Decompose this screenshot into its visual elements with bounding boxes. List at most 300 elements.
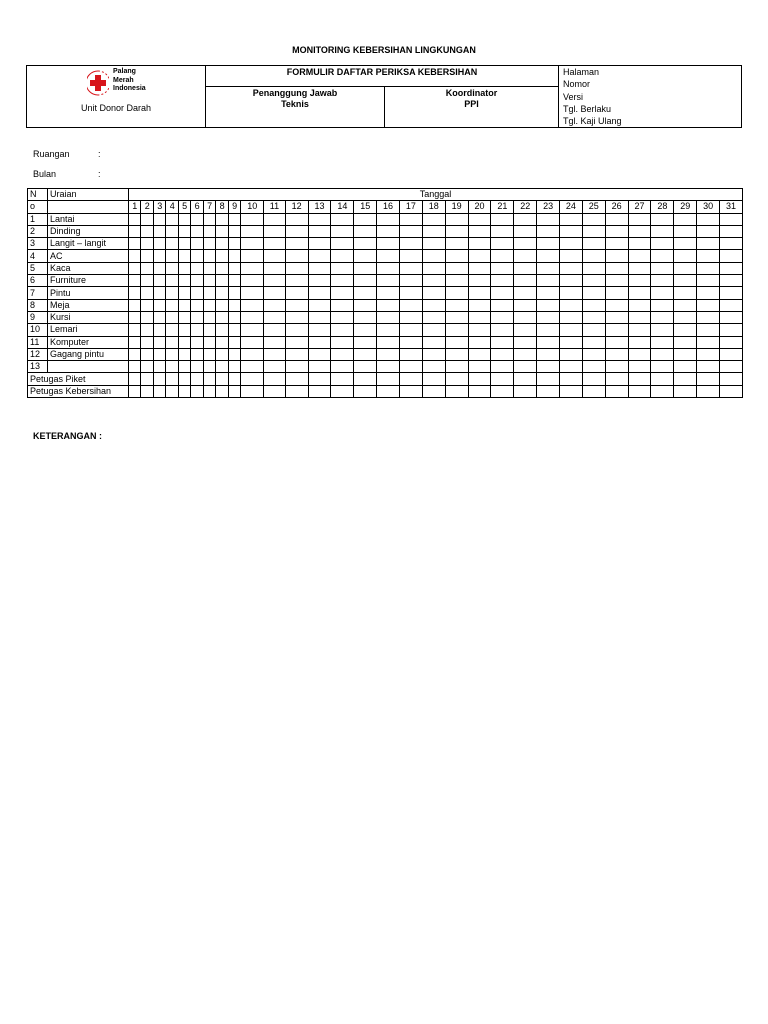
check-cell[interactable]	[308, 311, 331, 323]
signature-cell[interactable]	[491, 385, 514, 397]
signature-cell[interactable]	[537, 385, 560, 397]
signature-cell[interactable]	[697, 385, 720, 397]
check-cell[interactable]	[228, 275, 240, 287]
signature-cell[interactable]	[331, 373, 354, 385]
check-cell[interactable]	[651, 361, 674, 373]
check-cell[interactable]	[203, 238, 215, 250]
signature-cell[interactable]	[285, 385, 308, 397]
check-cell[interactable]	[166, 361, 178, 373]
check-cell[interactable]	[674, 336, 697, 348]
check-cell[interactable]	[720, 287, 743, 299]
signature-cell[interactable]	[203, 373, 215, 385]
signature-cell[interactable]	[537, 373, 560, 385]
check-cell[interactable]	[582, 250, 605, 262]
check-cell[interactable]	[203, 225, 215, 237]
signature-cell[interactable]	[308, 373, 331, 385]
check-cell[interactable]	[153, 361, 165, 373]
check-cell[interactable]	[228, 348, 240, 360]
check-cell[interactable]	[514, 238, 537, 250]
check-cell[interactable]	[228, 287, 240, 299]
check-cell[interactable]	[468, 250, 491, 262]
signature-cell[interactable]	[674, 385, 697, 397]
check-cell[interactable]	[537, 361, 560, 373]
check-cell[interactable]	[264, 262, 285, 274]
check-cell[interactable]	[560, 336, 583, 348]
check-cell[interactable]	[308, 361, 331, 373]
check-cell[interactable]	[674, 324, 697, 336]
check-cell[interactable]	[468, 275, 491, 287]
check-cell[interactable]	[674, 287, 697, 299]
check-cell[interactable]	[228, 238, 240, 250]
check-cell[interactable]	[582, 225, 605, 237]
check-cell[interactable]	[354, 324, 377, 336]
check-cell[interactable]	[651, 299, 674, 311]
check-cell[interactable]	[178, 324, 190, 336]
check-cell[interactable]	[166, 262, 178, 274]
check-cell[interactable]	[166, 287, 178, 299]
check-cell[interactable]	[153, 311, 165, 323]
check-cell[interactable]	[537, 238, 560, 250]
check-cell[interactable]	[178, 225, 190, 237]
check-cell[interactable]	[605, 361, 628, 373]
check-cell[interactable]	[377, 348, 400, 360]
check-cell[interactable]	[129, 324, 141, 336]
check-cell[interactable]	[674, 348, 697, 360]
check-cell[interactable]	[178, 213, 190, 225]
check-cell[interactable]	[141, 225, 153, 237]
signature-cell[interactable]	[241, 373, 264, 385]
check-cell[interactable]	[560, 213, 583, 225]
check-cell[interactable]	[178, 238, 190, 250]
signature-cell[interactable]	[354, 373, 377, 385]
check-cell[interactable]	[216, 275, 228, 287]
signature-cell[interactable]	[191, 385, 203, 397]
check-cell[interactable]	[697, 250, 720, 262]
check-cell[interactable]	[331, 213, 354, 225]
check-cell[interactable]	[178, 336, 190, 348]
signature-cell[interactable]	[605, 385, 628, 397]
check-cell[interactable]	[491, 361, 514, 373]
signature-cell[interactable]	[582, 373, 605, 385]
check-cell[interactable]	[651, 348, 674, 360]
check-cell[interactable]	[560, 324, 583, 336]
check-cell[interactable]	[178, 250, 190, 262]
check-cell[interactable]	[651, 336, 674, 348]
check-cell[interactable]	[153, 299, 165, 311]
signature-cell[interactable]	[228, 373, 240, 385]
check-cell[interactable]	[129, 287, 141, 299]
check-cell[interactable]	[491, 225, 514, 237]
check-cell[interactable]	[331, 299, 354, 311]
check-cell[interactable]	[582, 311, 605, 323]
check-cell[interactable]	[628, 275, 651, 287]
check-cell[interactable]	[153, 348, 165, 360]
signature-cell[interactable]	[674, 373, 697, 385]
check-cell[interactable]	[354, 262, 377, 274]
check-cell[interactable]	[582, 361, 605, 373]
check-cell[interactable]	[264, 275, 285, 287]
check-cell[interactable]	[153, 225, 165, 237]
check-cell[interactable]	[628, 336, 651, 348]
check-cell[interactable]	[582, 299, 605, 311]
check-cell[interactable]	[191, 361, 203, 373]
check-cell[interactable]	[422, 213, 445, 225]
check-cell[interactable]	[331, 348, 354, 360]
check-cell[interactable]	[308, 336, 331, 348]
check-cell[interactable]	[697, 311, 720, 323]
check-cell[interactable]	[216, 250, 228, 262]
check-cell[interactable]	[491, 262, 514, 274]
check-cell[interactable]	[166, 275, 178, 287]
check-cell[interactable]	[514, 336, 537, 348]
check-cell[interactable]	[153, 336, 165, 348]
signature-cell[interactable]	[129, 373, 141, 385]
signature-cell[interactable]	[308, 385, 331, 397]
signature-cell[interactable]	[354, 385, 377, 397]
check-cell[interactable]	[514, 311, 537, 323]
signature-cell[interactable]	[153, 373, 165, 385]
check-cell[interactable]	[560, 361, 583, 373]
signature-cell[interactable]	[491, 373, 514, 385]
check-cell[interactable]	[651, 275, 674, 287]
check-cell[interactable]	[264, 361, 285, 373]
check-cell[interactable]	[697, 324, 720, 336]
check-cell[interactable]	[422, 238, 445, 250]
signature-cell[interactable]	[166, 385, 178, 397]
check-cell[interactable]	[331, 225, 354, 237]
check-cell[interactable]	[264, 225, 285, 237]
check-cell[interactable]	[216, 238, 228, 250]
signature-cell[interactable]	[445, 385, 468, 397]
check-cell[interactable]	[191, 324, 203, 336]
check-cell[interactable]	[651, 238, 674, 250]
check-cell[interactable]	[491, 311, 514, 323]
check-cell[interactable]	[216, 348, 228, 360]
check-cell[interactable]	[605, 262, 628, 274]
check-cell[interactable]	[141, 275, 153, 287]
check-cell[interactable]	[422, 287, 445, 299]
check-cell[interactable]	[354, 348, 377, 360]
check-cell[interactable]	[285, 336, 308, 348]
check-cell[interactable]	[264, 238, 285, 250]
check-cell[interactable]	[129, 348, 141, 360]
check-cell[interactable]	[445, 299, 468, 311]
check-cell[interactable]	[422, 275, 445, 287]
check-cell[interactable]	[241, 262, 264, 274]
check-cell[interactable]	[228, 250, 240, 262]
check-cell[interactable]	[354, 275, 377, 287]
check-cell[interactable]	[331, 262, 354, 274]
check-cell[interactable]	[422, 225, 445, 237]
check-cell[interactable]	[228, 324, 240, 336]
check-cell[interactable]	[605, 348, 628, 360]
check-cell[interactable]	[377, 287, 400, 299]
check-cell[interactable]	[141, 238, 153, 250]
check-cell[interactable]	[468, 238, 491, 250]
check-cell[interactable]	[178, 348, 190, 360]
signature-cell[interactable]	[697, 373, 720, 385]
check-cell[interactable]	[241, 361, 264, 373]
check-cell[interactable]	[674, 250, 697, 262]
check-cell[interactable]	[628, 299, 651, 311]
check-cell[interactable]	[308, 213, 331, 225]
check-cell[interactable]	[331, 238, 354, 250]
check-cell[interactable]	[399, 348, 422, 360]
check-cell[interactable]	[228, 213, 240, 225]
check-cell[interactable]	[605, 238, 628, 250]
check-cell[interactable]	[228, 336, 240, 348]
signature-cell[interactable]	[651, 385, 674, 397]
check-cell[interactable]	[331, 275, 354, 287]
check-cell[interactable]	[308, 299, 331, 311]
check-cell[interactable]	[129, 336, 141, 348]
signature-cell[interactable]	[203, 385, 215, 397]
check-cell[interactable]	[241, 238, 264, 250]
check-cell[interactable]	[178, 287, 190, 299]
check-cell[interactable]	[582, 262, 605, 274]
check-cell[interactable]	[216, 324, 228, 336]
check-cell[interactable]	[377, 311, 400, 323]
check-cell[interactable]	[422, 324, 445, 336]
check-cell[interactable]	[191, 348, 203, 360]
check-cell[interactable]	[228, 262, 240, 274]
check-cell[interactable]	[697, 287, 720, 299]
signature-cell[interactable]	[514, 373, 537, 385]
check-cell[interactable]	[537, 225, 560, 237]
check-cell[interactable]	[399, 238, 422, 250]
check-cell[interactable]	[377, 238, 400, 250]
check-cell[interactable]	[285, 348, 308, 360]
check-cell[interactable]	[697, 238, 720, 250]
check-cell[interactable]	[228, 299, 240, 311]
check-cell[interactable]	[178, 361, 190, 373]
check-cell[interactable]	[605, 336, 628, 348]
check-cell[interactable]	[468, 287, 491, 299]
check-cell[interactable]	[166, 324, 178, 336]
signature-cell[interactable]	[285, 373, 308, 385]
check-cell[interactable]	[560, 250, 583, 262]
check-cell[interactable]	[241, 311, 264, 323]
check-cell[interactable]	[537, 348, 560, 360]
check-cell[interactable]	[377, 262, 400, 274]
check-cell[interactable]	[514, 213, 537, 225]
check-cell[interactable]	[537, 336, 560, 348]
check-cell[interactable]	[285, 324, 308, 336]
check-cell[interactable]	[399, 275, 422, 287]
signature-cell[interactable]	[399, 373, 422, 385]
signature-cell[interactable]	[129, 385, 141, 397]
check-cell[interactable]	[628, 250, 651, 262]
check-cell[interactable]	[422, 348, 445, 360]
signature-cell[interactable]	[153, 385, 165, 397]
check-cell[interactable]	[203, 311, 215, 323]
check-cell[interactable]	[537, 250, 560, 262]
check-cell[interactable]	[560, 225, 583, 237]
check-cell[interactable]	[674, 262, 697, 274]
check-cell[interactable]	[241, 250, 264, 262]
check-cell[interactable]	[674, 311, 697, 323]
check-cell[interactable]	[445, 238, 468, 250]
check-cell[interactable]	[203, 299, 215, 311]
check-cell[interactable]	[308, 250, 331, 262]
check-cell[interactable]	[331, 311, 354, 323]
check-cell[interactable]	[697, 275, 720, 287]
check-cell[interactable]	[445, 348, 468, 360]
check-cell[interactable]	[399, 225, 422, 237]
check-cell[interactable]	[468, 361, 491, 373]
check-cell[interactable]	[203, 324, 215, 336]
check-cell[interactable]	[191, 311, 203, 323]
signature-cell[interactable]	[399, 385, 422, 397]
check-cell[interactable]	[560, 238, 583, 250]
check-cell[interactable]	[285, 275, 308, 287]
check-cell[interactable]	[720, 336, 743, 348]
check-cell[interactable]	[216, 287, 228, 299]
check-cell[interactable]	[191, 336, 203, 348]
check-cell[interactable]	[129, 213, 141, 225]
check-cell[interactable]	[491, 238, 514, 250]
check-cell[interactable]	[560, 275, 583, 287]
check-cell[interactable]	[720, 213, 743, 225]
check-cell[interactable]	[674, 275, 697, 287]
check-cell[interactable]	[605, 299, 628, 311]
check-cell[interactable]	[241, 348, 264, 360]
check-cell[interactable]	[377, 336, 400, 348]
check-cell[interactable]	[216, 336, 228, 348]
check-cell[interactable]	[697, 336, 720, 348]
check-cell[interactable]	[241, 336, 264, 348]
check-cell[interactable]	[605, 275, 628, 287]
check-cell[interactable]	[228, 361, 240, 373]
signature-cell[interactable]	[582, 385, 605, 397]
check-cell[interactable]	[141, 348, 153, 360]
check-cell[interactable]	[491, 275, 514, 287]
check-cell[interactable]	[216, 361, 228, 373]
check-cell[interactable]	[264, 287, 285, 299]
check-cell[interactable]	[651, 262, 674, 274]
check-cell[interactable]	[285, 213, 308, 225]
check-cell[interactable]	[166, 250, 178, 262]
signature-cell[interactable]	[468, 373, 491, 385]
check-cell[interactable]	[216, 299, 228, 311]
signature-cell[interactable]	[628, 373, 651, 385]
check-cell[interactable]	[166, 299, 178, 311]
check-cell[interactable]	[422, 311, 445, 323]
check-cell[interactable]	[491, 299, 514, 311]
check-cell[interactable]	[191, 225, 203, 237]
check-cell[interactable]	[166, 225, 178, 237]
check-cell[interactable]	[153, 262, 165, 274]
check-cell[interactable]	[241, 213, 264, 225]
check-cell[interactable]	[308, 324, 331, 336]
check-cell[interactable]	[153, 213, 165, 225]
check-cell[interactable]	[605, 324, 628, 336]
check-cell[interactable]	[331, 361, 354, 373]
check-cell[interactable]	[399, 250, 422, 262]
check-cell[interactable]	[285, 250, 308, 262]
check-cell[interactable]	[264, 250, 285, 262]
check-cell[interactable]	[377, 361, 400, 373]
check-cell[interactable]	[285, 299, 308, 311]
check-cell[interactable]	[514, 287, 537, 299]
check-cell[interactable]	[605, 213, 628, 225]
check-cell[interactable]	[399, 336, 422, 348]
check-cell[interactable]	[422, 361, 445, 373]
check-cell[interactable]	[697, 262, 720, 274]
check-cell[interactable]	[628, 361, 651, 373]
check-cell[interactable]	[285, 238, 308, 250]
check-cell[interactable]	[582, 348, 605, 360]
check-cell[interactable]	[377, 275, 400, 287]
check-cell[interactable]	[308, 275, 331, 287]
check-cell[interactable]	[241, 275, 264, 287]
check-cell[interactable]	[166, 238, 178, 250]
check-cell[interactable]	[141, 287, 153, 299]
check-cell[interactable]	[216, 262, 228, 274]
check-cell[interactable]	[129, 361, 141, 373]
check-cell[interactable]	[605, 225, 628, 237]
check-cell[interactable]	[399, 361, 422, 373]
check-cell[interactable]	[241, 287, 264, 299]
check-cell[interactable]	[129, 250, 141, 262]
check-cell[interactable]	[445, 361, 468, 373]
check-cell[interactable]	[203, 262, 215, 274]
check-cell[interactable]	[560, 262, 583, 274]
check-cell[interactable]	[264, 324, 285, 336]
check-cell[interactable]	[399, 287, 422, 299]
check-cell[interactable]	[422, 336, 445, 348]
signature-cell[interactable]	[605, 373, 628, 385]
check-cell[interactable]	[537, 275, 560, 287]
check-cell[interactable]	[331, 250, 354, 262]
signature-cell[interactable]	[191, 373, 203, 385]
check-cell[interactable]	[354, 361, 377, 373]
check-cell[interactable]	[354, 250, 377, 262]
check-cell[interactable]	[399, 213, 422, 225]
check-cell[interactable]	[514, 348, 537, 360]
check-cell[interactable]	[422, 250, 445, 262]
check-cell[interactable]	[628, 238, 651, 250]
check-cell[interactable]	[514, 262, 537, 274]
check-cell[interactable]	[241, 225, 264, 237]
signature-cell[interactable]	[720, 373, 743, 385]
check-cell[interactable]	[720, 311, 743, 323]
check-cell[interactable]	[331, 287, 354, 299]
check-cell[interactable]	[308, 287, 331, 299]
check-cell[interactable]	[308, 262, 331, 274]
check-cell[interactable]	[264, 213, 285, 225]
check-cell[interactable]	[560, 299, 583, 311]
check-cell[interactable]	[191, 299, 203, 311]
check-cell[interactable]	[674, 238, 697, 250]
check-cell[interactable]	[228, 311, 240, 323]
check-cell[interactable]	[178, 275, 190, 287]
check-cell[interactable]	[445, 336, 468, 348]
signature-cell[interactable]	[178, 373, 190, 385]
check-cell[interactable]	[468, 262, 491, 274]
check-cell[interactable]	[129, 225, 141, 237]
check-cell[interactable]	[203, 287, 215, 299]
check-cell[interactable]	[264, 348, 285, 360]
check-cell[interactable]	[377, 324, 400, 336]
check-cell[interactable]	[582, 275, 605, 287]
check-cell[interactable]	[628, 324, 651, 336]
check-cell[interactable]	[468, 311, 491, 323]
check-cell[interactable]	[560, 311, 583, 323]
signature-cell[interactable]	[377, 373, 400, 385]
check-cell[interactable]	[651, 213, 674, 225]
check-cell[interactable]	[445, 213, 468, 225]
